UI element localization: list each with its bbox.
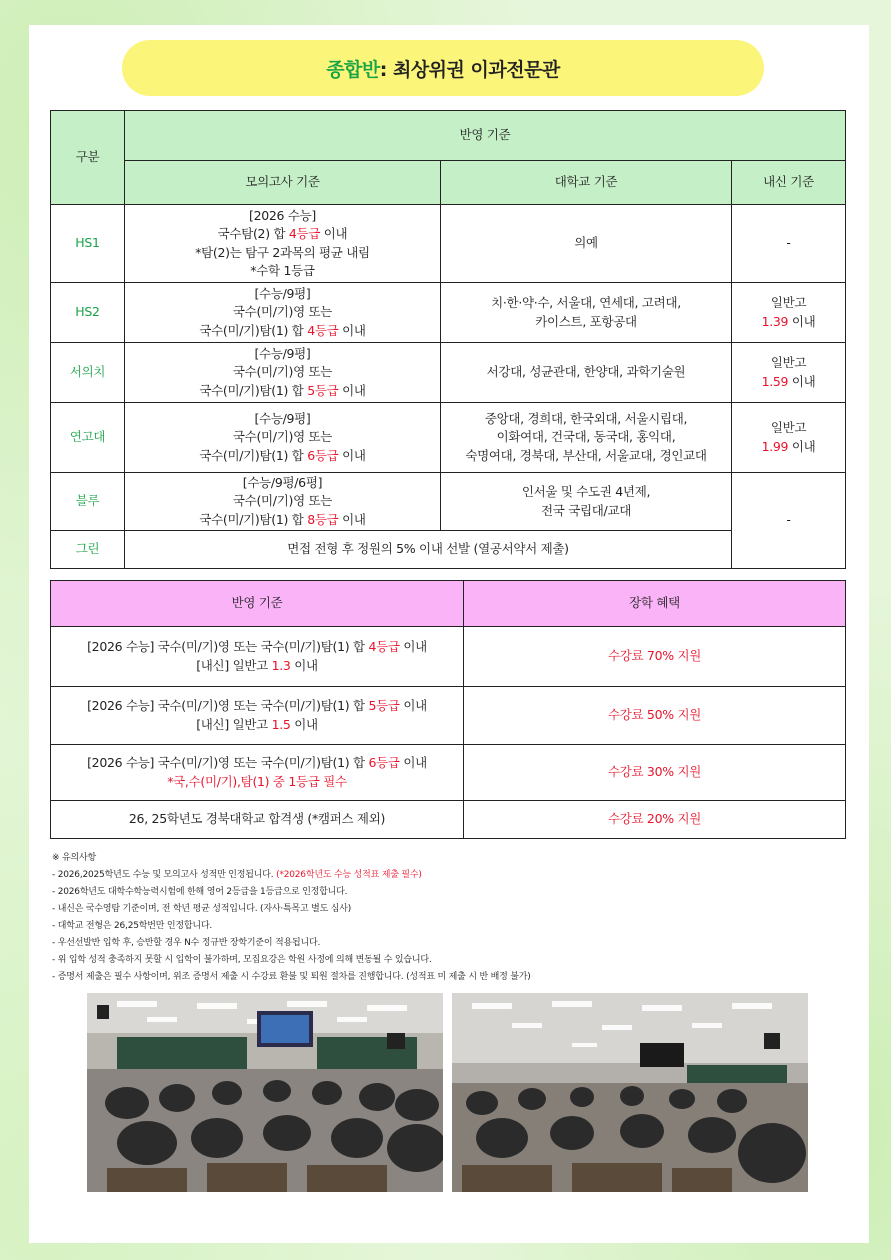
note-item: - 위 입학 성적 충족하지 못할 시 입학이 불가하며, 모집요강은 학원 사정에 의해 변동될 수 있습니다. bbox=[52, 955, 432, 965]
scholarship-benefit: 수강료 20% 지원 bbox=[464, 801, 846, 839]
table-row bbox=[51, 205, 846, 283]
row-name: 서의치 bbox=[51, 343, 125, 403]
merged-criteria: 면접 전형 후 정원의 5% 이내 선발 (열공서약서 제출) bbox=[125, 531, 732, 569]
university-criteria: 치·한·약·수, 서울대, 연세대, 고려대, 카이스트, 포항공대 bbox=[441, 283, 732, 343]
scholarship-table bbox=[50, 580, 846, 839]
note-item: - 증명서 제출은 필수 사항이며, 위조 증명서 제출 시 수강료 환불 및 퇴원 절차를 진행합니다. (성적표 미 제출 시 반 배정 불가) bbox=[52, 972, 531, 982]
gpa-criteria: 일반고 1.99 이내 bbox=[732, 403, 846, 473]
header-category: 구분 bbox=[51, 111, 125, 205]
note-item: - 2026학년도 대학수학능력시험에 한해 영어 2등급을 1등급으로 인정합니다. bbox=[52, 887, 348, 897]
header-gpa: 내신 기준 bbox=[732, 161, 846, 205]
scholarship-benefit: 수강료 50% 지원 bbox=[464, 687, 846, 745]
scholarship-benefit: 수강료 70% 지원 bbox=[464, 627, 846, 687]
notes-section bbox=[52, 850, 852, 986]
row-name: 블루 bbox=[51, 473, 125, 531]
gpa-criteria: - bbox=[732, 473, 846, 569]
note-item: - 2026,2025학년도 수능 및 모의고사 성적만 인정됩니다. (*2026학년도 수능 성적표 제출 필수) bbox=[52, 870, 422, 880]
table-row bbox=[51, 403, 846, 473]
header-criteria: 반영 기준 bbox=[51, 581, 464, 627]
scholarship-criteria: 26, 25학년도 경북대학교 합격생 (*캠퍼스 제외) bbox=[51, 801, 464, 839]
header-mock: 모의고사 기준 bbox=[125, 161, 441, 205]
classroom-photo-right bbox=[452, 993, 808, 1192]
row-name: HS1 bbox=[51, 205, 125, 283]
mock-criteria: [수능/9평] 국수(미/기)영 또는 국수(미/기)탐(1) 합 6등급 이내 bbox=[125, 403, 441, 473]
university-criteria: 의예 bbox=[441, 205, 732, 283]
page-title bbox=[122, 40, 764, 96]
university-criteria: 중앙대, 경희대, 한국외대, 서울시립대, 이화여대, 건국대, 동국대, 홍익대, 숙명여대, 경북대, 부산대, 서울교대, 경인교대 bbox=[441, 403, 732, 473]
admission-criteria-table bbox=[50, 110, 846, 569]
row-name: 연고대 bbox=[51, 403, 125, 473]
table-row bbox=[51, 745, 846, 801]
scholarship-criteria: [2026 수능] 국수(미/기)영 또는 국수(미/기)탐(1) 합 5등급 이내 [내신] 일반고 1.5 이내 bbox=[51, 687, 464, 745]
university-criteria: 인서울 및 수도권 4년제, 전국 국립대/교대 bbox=[441, 473, 732, 531]
mock-criteria: [수능/9평] 국수(미/기)영 또는 국수(미/기)탐(1) 합 5등급 이내 bbox=[125, 343, 441, 403]
table-row bbox=[51, 343, 846, 403]
note-item: - 대학교 전형은 26,25학번만 인정합니다. bbox=[52, 921, 213, 931]
table-row bbox=[51, 627, 846, 687]
header-benefit: 장학 혜택 bbox=[464, 581, 846, 627]
gpa-criteria: 일반고 1.39 이내 bbox=[732, 283, 846, 343]
row-name: 그린 bbox=[51, 531, 125, 569]
row-name: HS2 bbox=[51, 283, 125, 343]
title-text: : 최상위권 이과전문관 bbox=[379, 58, 560, 81]
university-criteria: 서강대, 성균관대, 한양대, 과학기술원 bbox=[441, 343, 732, 403]
scholarship-benefit: 수강료 30% 지원 bbox=[464, 745, 846, 801]
header-criteria: 반영 기준 bbox=[125, 111, 846, 161]
note-item: - 내신은 국수영탐 기준이며, 전 학년 평균 성적입니다. (자사·특목고 별도 심사) bbox=[52, 904, 352, 914]
note-item: - 우선선발반 입학 후, 승반할 경우 N수 정규반 장학기준이 적용됩니다. bbox=[52, 938, 321, 948]
table-row bbox=[51, 283, 846, 343]
header-university: 대학교 기준 bbox=[441, 161, 732, 205]
notes-heading: ※ 유의사항 bbox=[52, 853, 96, 863]
scholarship-criteria: [2026 수능] 국수(미/기)영 또는 국수(미/기)탐(1) 합 4등급 이내 [내신] 일반고 1.3 이내 bbox=[51, 627, 464, 687]
mock-criteria: [수능/9평/6평] 국수(미/기)영 또는 국수(미/기)탐(1) 합 8등급 이내 bbox=[125, 473, 441, 531]
scholarship-criteria: [2026 수능] 국수(미/기)영 또는 국수(미/기)탐(1) 합 6등급 이내 *국,수(미/기),탐(1) 중 1등급 필수 bbox=[51, 745, 464, 801]
title-highlight: 종합반 bbox=[326, 58, 380, 81]
gpa-criteria: 일반고 1.59 이내 bbox=[732, 343, 846, 403]
mock-criteria: [2026 수능] 국수탐(2) 합 4등급 이내 *탐(2)는 탐구 2과목의 평균 내림 *수학 1등급 bbox=[125, 205, 441, 283]
table-row bbox=[51, 473, 846, 531]
table-row bbox=[51, 801, 846, 839]
table-row bbox=[51, 687, 846, 745]
mock-criteria: [수능/9평] 국수(미/기)영 또는 국수(미/기)탐(1) 합 4등급 이내 bbox=[125, 283, 441, 343]
gpa-criteria: - bbox=[732, 205, 846, 283]
table-row bbox=[51, 531, 846, 569]
classroom-photo-left bbox=[87, 993, 443, 1192]
